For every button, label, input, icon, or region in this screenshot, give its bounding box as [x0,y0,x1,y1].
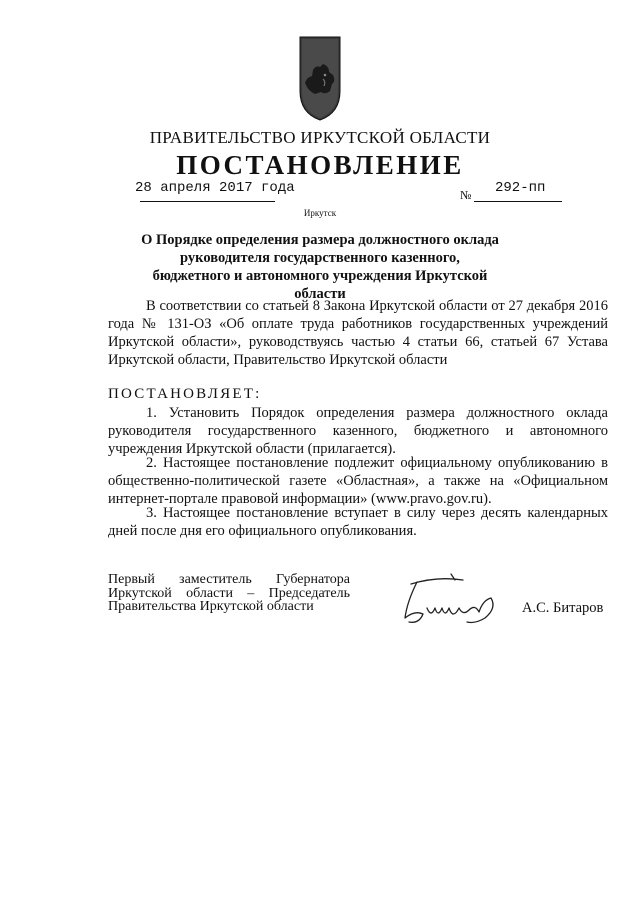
document-date: 28 апреля 2017 года [135,180,295,196]
issue-city: Иркутск [303,208,337,218]
number-label: № [460,188,472,202]
resolution-item-3: 3. Настоящее постановление вступает в силу через десять календарных дней после дня его официального опубликования. [108,505,608,539]
document-subject: О Порядке определения размера должностного оклада руководителя государственного казенного, бюджетного и автономного учреждения Иркутской области [141,232,499,302]
resolution-item-1: 1. Установить Порядок определения размера должностного оклада руководителя государственного казенного, бюджетного и автономного учреждения Иркутской области (прилагается). [108,405,608,457]
document-type-title: ПОСТАНОВЛЕНИЕ [176,150,464,180]
issuing-authority: ПРАВИТЕЛЬСТВО ИРКУТСКОЙ ОБЛАСТИ [149,128,491,147]
date-underline [140,201,275,202]
signatory-position: Первый заместитель Губернатора Иркутской области – Председатель Правительства Иркутской области [108,572,350,614]
resolution-item-2: 2. Настоящее постановление подлежит официальному опубликованию в общественно-политической газете «Областная», а также на «Официальном интернет-портале правовой информации» (www.pravo.gov.ru). [108,455,608,507]
document-number: 292-пп [495,180,546,196]
handwritten-signature-icon [397,572,509,630]
resolves-heading: ПОСТАНОВЛЯЕТ: [108,386,262,402]
preamble-paragraph: В соответствии со статьей 8 Закона Иркутской области от 27 декабря 2016 года № 131-ОЗ «Об оплате труда работников государственных учреждений Иркутской области», руководствуясь частью 4 статьи 66, статьей 67 Устава Иркутской области, Правительство Иркутской области [108,298,608,368]
number-underline [474,201,562,202]
coat-of-arms-icon [299,35,341,121]
signatory-name: А.С. Битаров [522,600,604,616]
